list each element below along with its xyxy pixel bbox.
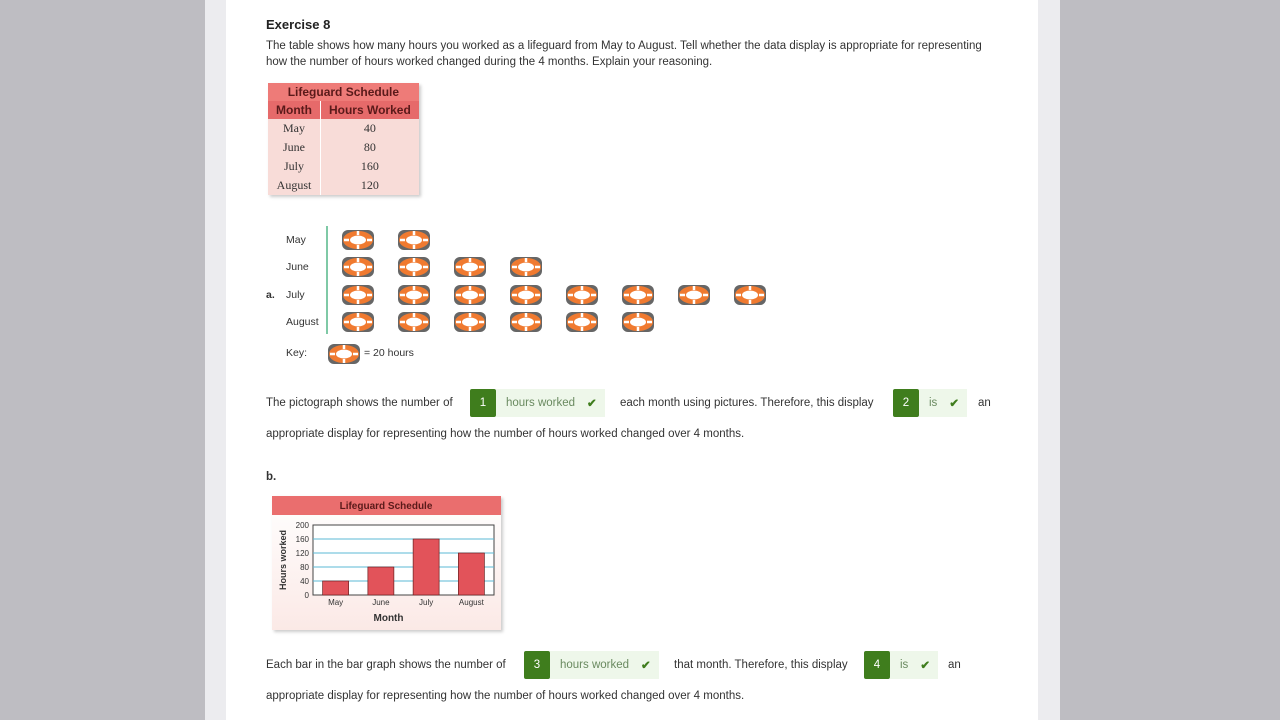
cell: May	[268, 119, 320, 138]
month-label: August	[286, 316, 319, 328]
table-row	[268, 138, 419, 157]
y-tick-label: 80	[300, 563, 309, 572]
life-ring-icon	[453, 311, 487, 333]
bar-chart	[272, 496, 501, 630]
cell: 40	[320, 119, 418, 138]
life-ring-icon	[397, 311, 431, 333]
life-ring-icon	[509, 256, 543, 278]
check-icon: ✔	[920, 660, 930, 672]
sentence-text: appropriate display for representing how the number of hours worked changed over 4 months.	[266, 690, 745, 702]
life-ring-icon	[509, 311, 543, 333]
table-caption: Lifeguard Schedule	[268, 83, 419, 101]
y-tick-label: 40	[300, 577, 309, 586]
life-ring-icon	[397, 229, 431, 251]
answer-dropdown-4[interactable]	[864, 651, 938, 679]
month-label: May	[286, 234, 306, 246]
chart-title: Lifeguard Schedule	[339, 501, 433, 512]
cell: August	[268, 176, 320, 195]
y-tick-label: 120	[295, 549, 309, 558]
life-ring-icon	[453, 284, 487, 306]
selected-value: is	[929, 397, 938, 409]
life-ring-icon	[565, 311, 599, 333]
bar-august	[458, 553, 484, 595]
life-ring-icon	[397, 256, 431, 278]
life-ring-icon	[733, 284, 767, 306]
y-axis-label: Hours worked	[278, 529, 288, 591]
life-ring-icon	[327, 343, 361, 365]
life-ring-icon	[565, 284, 599, 306]
sentence-text: appropriate display for representing how the number of hours worked changed over 4 months.	[266, 428, 745, 440]
selected-value: hours worked	[506, 397, 576, 409]
x-tick-label: July	[419, 598, 434, 607]
sentence-text: an	[948, 659, 961, 671]
x-tick-label: May	[328, 598, 344, 607]
life-ring-icon	[453, 256, 487, 278]
pictograph-axis	[326, 226, 328, 334]
blank-number: 2	[893, 389, 919, 417]
answer-dropdown-2[interactable]	[893, 389, 967, 417]
check-icon: ✔	[949, 398, 959, 410]
cell: 80	[320, 138, 418, 157]
x-tick-label: June	[372, 598, 390, 607]
month-label: July	[286, 289, 305, 301]
sentence-text: The pictograph shows the number of	[266, 397, 453, 409]
x-tick-label: August	[458, 598, 484, 607]
table-row	[268, 176, 419, 195]
selected-value: hours worked	[560, 659, 630, 671]
check-icon: ✔	[587, 398, 597, 410]
x-axis-label: Month	[373, 613, 404, 624]
bar-june	[368, 567, 394, 595]
life-ring-icon	[341, 256, 375, 278]
cell: June	[268, 138, 320, 157]
answer-dropdown-1[interactable]	[470, 389, 605, 417]
life-ring-icon	[341, 284, 375, 306]
y-tick-label: 200	[295, 521, 309, 530]
blank-number: 3	[524, 651, 550, 679]
check-icon: ✔	[641, 660, 651, 672]
blank-number: 1	[470, 389, 496, 417]
life-ring-icon	[397, 284, 431, 306]
sentence-text: Each bar in the bar graph shows the number of	[266, 659, 506, 671]
blank-number: 4	[864, 651, 890, 679]
table-row	[268, 157, 419, 176]
key-value: = 20 hours	[364, 347, 414, 359]
cell: July	[268, 157, 320, 176]
month-label: June	[286, 261, 309, 273]
cell: 160	[320, 157, 418, 176]
table-header: Month	[268, 101, 320, 119]
life-ring-icon	[509, 284, 543, 306]
life-ring-icon	[341, 311, 375, 333]
life-ring-icon	[621, 311, 655, 333]
lifeguard-table	[268, 83, 419, 195]
part-b-label: b.	[266, 471, 277, 483]
sentence-text: an	[978, 397, 991, 409]
table-header: Hours Worked	[320, 101, 418, 119]
exercise-prompt: The table shows how many hours you worked as a lifeguard from May to August. Tell whether the data display is appropriate for representing how the number of hours worked changed during the 4 months. Explain your reasoning.	[266, 40, 982, 68]
selected-value: is	[900, 659, 909, 671]
exercise-title: Exercise 8	[266, 17, 331, 32]
answer-dropdown-3[interactable]	[524, 651, 659, 679]
life-ring-icon	[677, 284, 711, 306]
cell: 120	[320, 176, 418, 195]
key-label: Key:	[286, 347, 308, 359]
bar-may	[323, 581, 349, 595]
life-ring-icon	[341, 229, 375, 251]
part-a-label: a.	[266, 289, 275, 301]
table-row	[268, 119, 419, 138]
life-ring-icon	[621, 284, 655, 306]
y-tick-label: 160	[295, 535, 309, 544]
sentence-text: that month. Therefore, this display	[674, 659, 848, 671]
bar-july	[413, 539, 439, 595]
y-tick-label: 0	[304, 591, 309, 600]
sentence-text: each month using pictures. Therefore, this display	[620, 397, 874, 409]
bar-chart-svg	[272, 496, 501, 630]
